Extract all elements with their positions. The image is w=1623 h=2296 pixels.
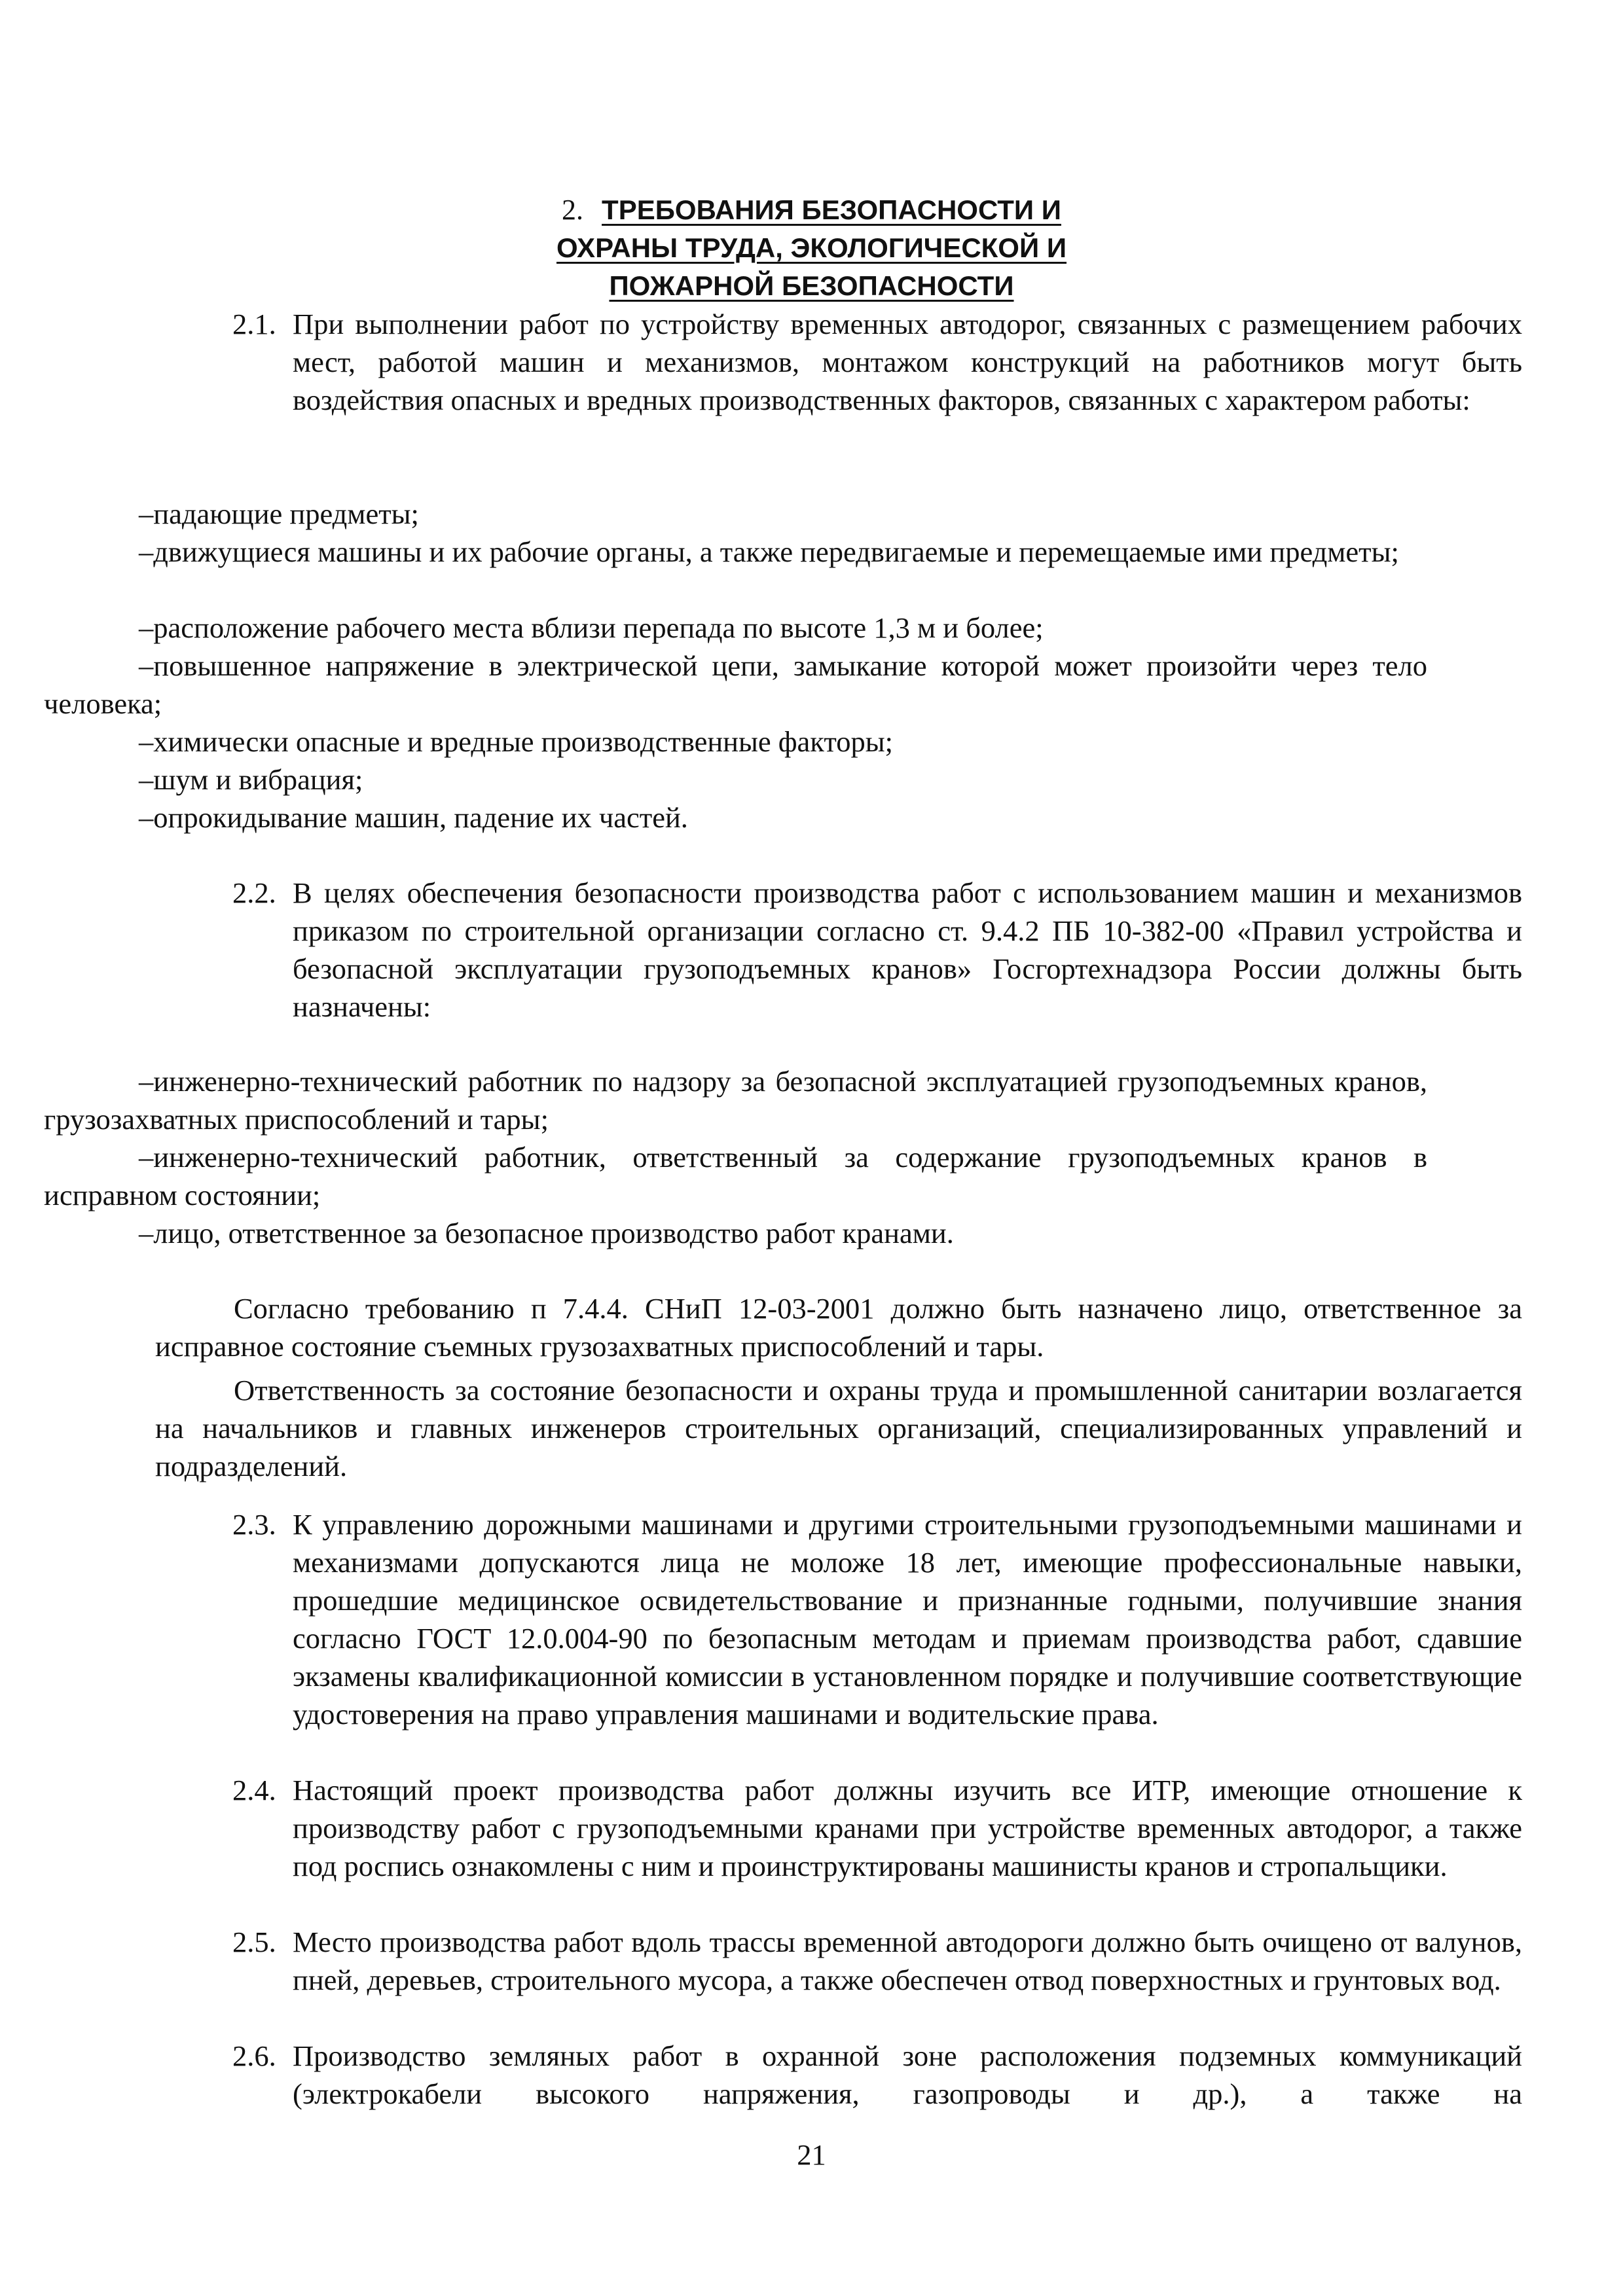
section-title: [0, 191, 1623, 305]
hazard-item: –химически опасные и вредные производственные факторы;: [139, 725, 893, 758]
hazard-item: –шум и вибрация;: [139, 763, 363, 796]
section-title-line-1: ТРЕБОВАНИЯ БЕЗОПАСНОСТИ И: [602, 194, 1061, 225]
clause-number: 2.4.: [232, 1774, 276, 1806]
clause-number: 2.6.: [232, 2039, 276, 2072]
clause-text: Настоящий проект производства работ должны изучить все ИТР, имеющие отношение к производству работ с грузоподъемными кранами при устройстве временных автодорог, а также под роспись ознакомлены с ним и проинструктированы машинисты кранов и стропальщики.: [293, 1774, 1522, 1882]
clause-number: 2.3.: [232, 1508, 276, 1541]
clause-number: 2.1.: [232, 308, 276, 340]
section-number: 2.: [562, 194, 584, 226]
appointee-item: –инженерно-технический работник по надзору за безопасной эксплуатацией грузоподъемных кранов, грузозахватных приспособлений и тары;: [44, 1065, 1427, 1136]
clause-text: В целях обеспечения безопасности производства работ с использованием машин и механизмов приказом по строительной организации согласно ст. 9.4.2 ПБ 10-382-00 «Правил устройства и безопасной эксплуатации грузоподъемных кранов» Госгортехнадзора России должны быть назначены:: [293, 876, 1522, 1023]
hazard-item: –повышенное напряжение в электрической цепи, замыкание которой может произойти через тело человека;: [44, 649, 1427, 720]
appointee-item: –инженерно-технический работник, ответственный за содержание грузоподъемных кранов в исправном состоянии;: [44, 1141, 1427, 1211]
clause-text: К управлению дорожными машинами и другими строительными грузоподъемными машинами и механизмами допускаются лица не моложе 18 лет, имеющие профессиональные навыки, прошедшие медицинское освидетельствование и признанные годными, получившие знания согласно ГОСТ 12.0.004-90 по безопасным методам и приемам производства работ, сдавшие экзамены квалификационной комиссии в установленном порядке и получившие соответствующие удостоверения на право управления машинами и водительские права.: [293, 1508, 1522, 1731]
snip-paragraph: Согласно требованию п 7.4.4. СНиП 12-03-2001 должно быть назначено лицо, ответственное за исправное состояние съемных грузозахватных приспособлений и тары.: [155, 1292, 1522, 1363]
section-title-line-2: ОХРАНЫ ТРУДА, ЭКОЛОГИЧЕСКОЙ И: [556, 232, 1067, 263]
clause-text: Производство земляных работ в охранной зоне расположения подземных коммуникаций (электрокабели высокого напряжения, газопроводы и др.), а также на: [293, 2039, 1522, 2110]
appointee-item: –лицо, ответственное за безопасное производство работ кранами.: [139, 1217, 954, 1249]
clause-number: 2.5.: [232, 1926, 276, 1958]
hazard-item: –падающие предметы;: [139, 497, 419, 530]
hazard-item: –опрокидывание машин, падение их частей.: [139, 801, 688, 834]
section-title-line-3: ПОЖАРНОЙ БЕЗОПАСНОСТИ: [609, 270, 1014, 301]
clause-number: 2.2.: [232, 876, 276, 909]
hazard-item: –расположение рабочего места вблизи перепада по высоте 1,3 м и более;: [139, 611, 1044, 644]
responsibility-paragraph: Ответственность за состояние безопасности и охраны труда и промышленной санитарии возлагается на начальников и главных инженеров строительных организаций, специализированных управлений и подразделений.: [155, 1374, 1522, 1482]
clause-text: При выполнении работ по устройству временных автодорог, связанных с размещением рабочих мест, работой машин и механизмов, монтажом конструкций на работников могут быть воздействия опасных и вредных производственных факторов, связанных с характером работы:: [293, 308, 1522, 416]
clause-text: Место производства работ вдоль трассы временной автодороги должно быть очищено от валунов, пней, деревьев, строительного мусора, а также обеспечен отвод поверхностных и грунтовых вод.: [293, 1926, 1522, 1996]
page-number: 21: [797, 2138, 826, 2171]
hazard-item: –движущиеся машины и их рабочие органы, а также передвигаемые и перемещаемые ими предметы;: [139, 535, 1399, 568]
